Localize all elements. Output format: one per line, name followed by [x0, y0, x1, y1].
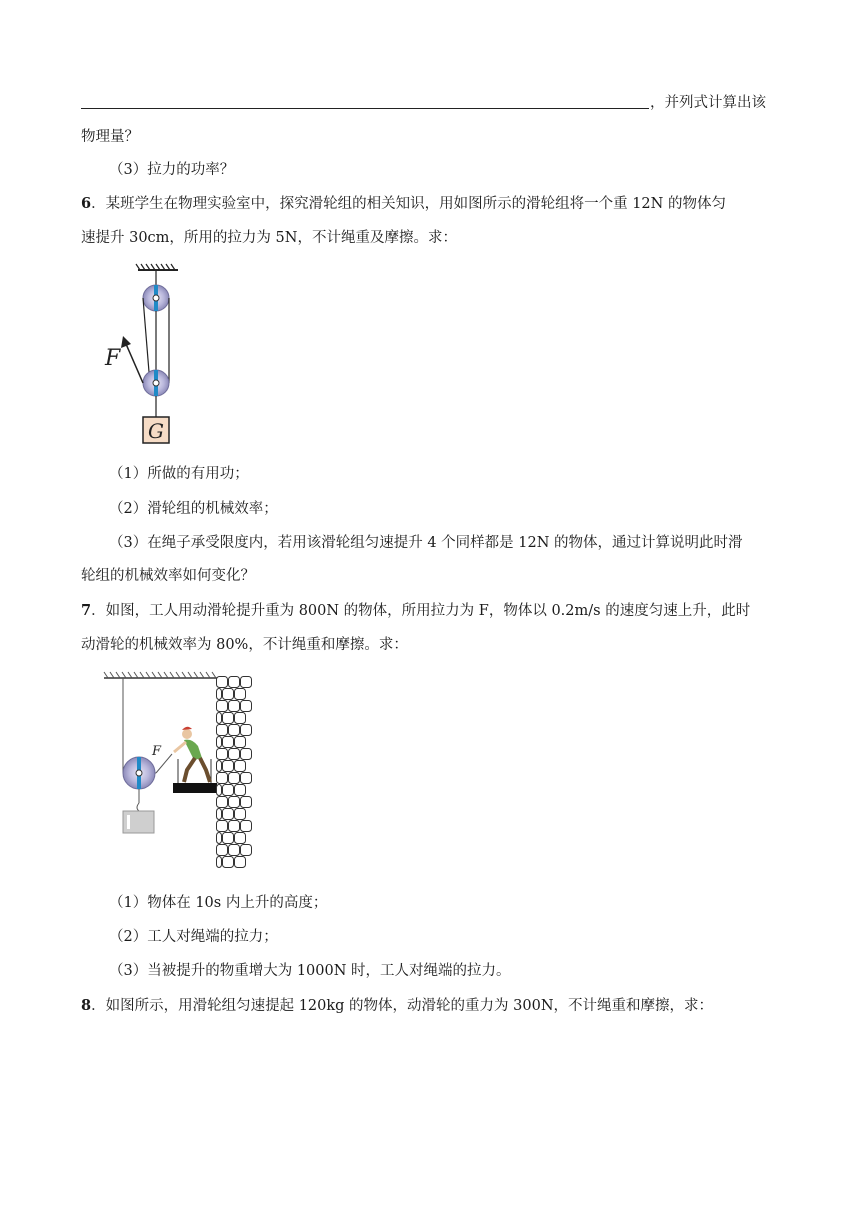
brick — [217, 713, 222, 724]
brick — [229, 845, 240, 856]
force-label: F — [152, 744, 162, 759]
answer-blank-line — [81, 108, 649, 109]
weight-block-icon — [123, 811, 154, 833]
brick — [235, 833, 246, 844]
brick — [229, 821, 240, 832]
q6-text1: ．某班学生在物理实验室中，探究滑轮组的相关知识，用如图所示的滑轮组将一个重 12N 的物体匀 — [91, 196, 726, 212]
brick — [235, 737, 246, 748]
q6-line1 — [81, 194, 726, 214]
brick — [217, 773, 228, 784]
weight-label: G — [148, 419, 164, 443]
q6-text2: 速提升 30cm，所用的拉力为 5N，不计绳重及摩擦。求： — [81, 230, 457, 246]
brick — [241, 773, 252, 784]
worker-icon — [174, 727, 210, 782]
movable-pulley-icon — [143, 370, 169, 396]
brick — [217, 809, 222, 820]
brick — [223, 737, 234, 748]
brick — [223, 761, 234, 772]
brick — [229, 797, 240, 808]
q6-part1: （1）所做的有用功； — [109, 466, 249, 482]
force-label: F — [105, 346, 121, 371]
q8-line1 — [81, 996, 713, 1016]
pulley-block-figure — [100, 262, 190, 447]
q7-part1: （1）物体在 10s 内上升的高度； — [109, 895, 328, 911]
brick — [223, 809, 234, 820]
brick — [241, 725, 252, 736]
brick — [223, 689, 234, 700]
brick — [223, 833, 234, 844]
brick — [223, 713, 234, 724]
q5-part3: （3）拉力的功率？ — [109, 162, 235, 178]
worker-pulley-figure — [100, 670, 260, 875]
brick — [217, 689, 222, 700]
brick — [217, 761, 222, 772]
brick — [217, 845, 228, 856]
brick — [235, 761, 246, 772]
q7-text1: ．如图，工人用动滑轮提升重为 800N 的物体，所用拉力为 F，物体以 0.2m/s 的速度匀速上升，此时 — [91, 603, 751, 619]
brick — [217, 701, 228, 712]
fixed-pulley-icon — [143, 285, 169, 311]
brick — [241, 701, 252, 712]
q8-text: ．如图所示，用滑轮组匀速提起 120kg 的物体，动滑轮的重力为 300N，不计绳重和摩擦，求： — [91, 998, 714, 1014]
force-arrow-icon — [121, 336, 143, 383]
brick — [217, 785, 222, 796]
q7-text2: 动滑轮的机械效率为 80%，不计绳重和摩擦。求： — [81, 637, 408, 653]
brick — [235, 857, 246, 868]
q7-number: 7 — [81, 602, 92, 619]
ceiling-icon — [104, 672, 218, 678]
brick — [235, 689, 246, 700]
brick — [235, 713, 246, 724]
movable-pulley-icon — [123, 757, 155, 789]
brick — [217, 677, 228, 688]
q7-part3: （3）当被提升的物重增大为 1000N 时，工人对绳端的拉力。 — [109, 963, 511, 979]
brick — [241, 677, 252, 688]
q6-part2: （2）滑轮组的机械效率； — [109, 501, 278, 517]
brick — [217, 821, 228, 832]
brick — [217, 857, 222, 868]
q7-part2: （2）工人对绳端的拉力； — [109, 929, 278, 945]
brick — [217, 797, 228, 808]
brick — [223, 857, 234, 868]
brick — [217, 749, 228, 760]
q8-number: 8 — [81, 997, 92, 1014]
brick — [229, 773, 240, 784]
brick — [217, 725, 228, 736]
q6-part3b: 轮组的机械效率如何变化？ — [81, 568, 255, 584]
brick — [235, 809, 246, 820]
brick — [217, 833, 222, 844]
q6-number: 6 — [81, 195, 92, 212]
brick — [229, 725, 240, 736]
brick — [229, 677, 240, 688]
brick — [241, 821, 252, 832]
brick — [229, 749, 240, 760]
continuation-text: ，并列式计算出该 — [650, 95, 766, 111]
platform-icon — [173, 759, 217, 793]
brick — [241, 749, 252, 760]
ceiling-icon — [136, 264, 178, 270]
q6-part3a: （3）在绳子承受限度内，若用该滑轮组匀速提升 4 个同样都是 12N 的物体，通过计算说明此时滑 — [109, 535, 743, 551]
brick — [217, 737, 222, 748]
continuation-text-2: 物理量？ — [81, 129, 139, 145]
brick-wall-icon — [217, 677, 252, 868]
brick — [229, 701, 240, 712]
weight-box-icon — [143, 417, 169, 443]
brick — [235, 785, 246, 796]
brick — [241, 797, 252, 808]
q7-line1 — [81, 601, 750, 621]
brick — [241, 845, 252, 856]
brick — [223, 785, 234, 796]
